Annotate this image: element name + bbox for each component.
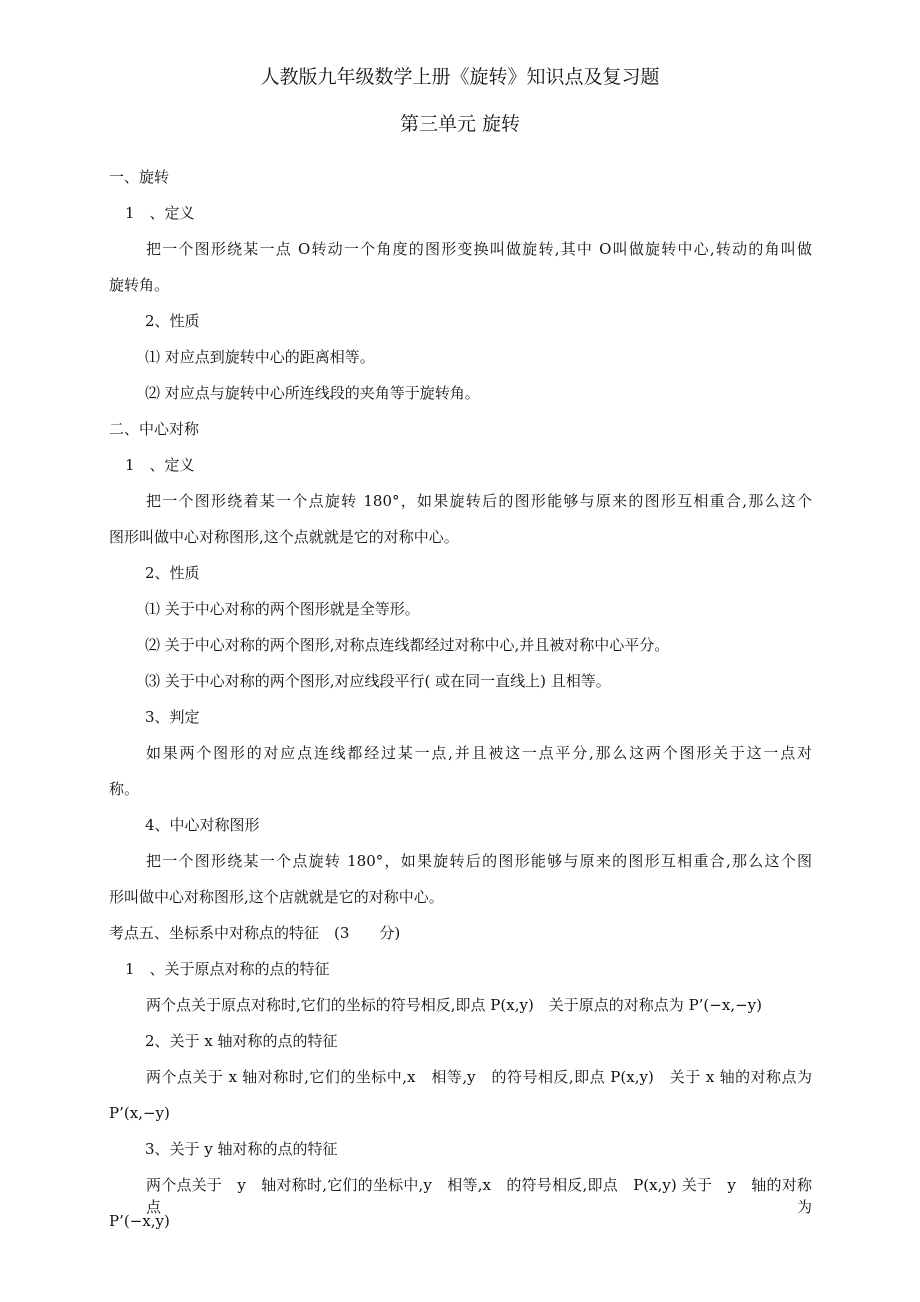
paragraph-line: 把一个图形绕某一个点旋转 180°，如果旋转后的图形能够与原来的图形互相重合,那么这个图: [146, 852, 812, 870]
paragraph-line: P’(−x,y): [109, 1212, 170, 1230]
list-item: ⑴ 对应点到旋转中心的距离相等。: [145, 348, 375, 366]
unit-title: 第三单元 旋转: [399, 113, 521, 135]
section-heading-central-symmetry: 二、中心对称: [109, 420, 200, 438]
subheading-central-figure: 4、中心对称图形: [145, 816, 260, 834]
subheading-property: 2、性质: [145, 564, 200, 582]
paragraph-line: 旋转角。: [109, 276, 170, 294]
section-heading-rotation: 一、旋转: [109, 168, 170, 186]
list-item: ⑵ 关于中心对称的两个图形,对称点连线都经过对称中心,并且被对称中心平分。: [145, 636, 670, 654]
list-item: ⑶ 关于中心对称的两个图形,对应线段平行( 或在同一直线上) 且相等。: [145, 672, 611, 690]
subheading-judgement: 3、判定: [145, 708, 200, 726]
document-title: 人教版九年级数学上册《旋转》知识点及复习题: [260, 66, 660, 88]
paragraph-line: 图形叫做中心对称图形,这个点就就是它的对称中心。: [109, 528, 459, 546]
paragraph-line: 把一个图形绕某一点 O转动一个角度的图形变换叫做旋转,其中 O叫做旋转中心,转动的角叫做: [146, 240, 812, 258]
paragraph-line: 如果两个图形的对应点连线都经过某一点,并且被这一点平分,那么这两个图形关于这一点对: [146, 744, 812, 762]
paragraph-line: 两个点关于 y 轴对称时,它们的坐标中,y 相等,x 的符号相反,即点 P(x,y) 关于 y 轴的对称点为: [146, 1176, 812, 1216]
paragraph-line: 把一个图形绕着某一个点旋转 180°，如果旋转后的图形能够与原来的图形互相重合,那么这个: [146, 492, 812, 510]
paragraph-line: 两个点关于原点对称时,它们的坐标的符号相反,即点 P(x,y) 关于原点的对称点为 P’(−x,−y): [146, 996, 762, 1014]
paragraph-line: 两个点关于 x 轴对称时,它们的坐标中,x 相等,y 的符号相反,即点 P(x,y) 关于 x 轴的对称点为: [146, 1068, 812, 1086]
section-heading-coordinate-symmetry: 考点五、坐标系中对称点的特征 (3 分): [109, 924, 401, 942]
subheading-property: 2、性质: [145, 312, 200, 330]
paragraph-line: 形叫做中心对称图形,这个店就就是它的对称中心。: [109, 888, 444, 906]
paragraph-line: 称。: [109, 780, 140, 798]
list-item: ⑵ 对应点与旋转中心所连线段的夹角等于旋转角。: [145, 384, 480, 402]
list-item: ⑴ 关于中心对称的两个图形就是全等形。: [145, 600, 420, 618]
paragraph-line: P’(x,−y): [109, 1104, 170, 1122]
subheading-y-axis-symmetry: 3、关于 y 轴对称的点的特征: [145, 1140, 338, 1158]
subheading-definition: 1 、定义: [125, 456, 195, 474]
subheading-x-axis-symmetry: 2、关于 x 轴对称的点的特征: [145, 1032, 338, 1050]
subheading-definition: 1 、定义: [125, 204, 195, 222]
subheading-origin-symmetry: 1 、关于原点对称的点的特征: [125, 960, 330, 978]
